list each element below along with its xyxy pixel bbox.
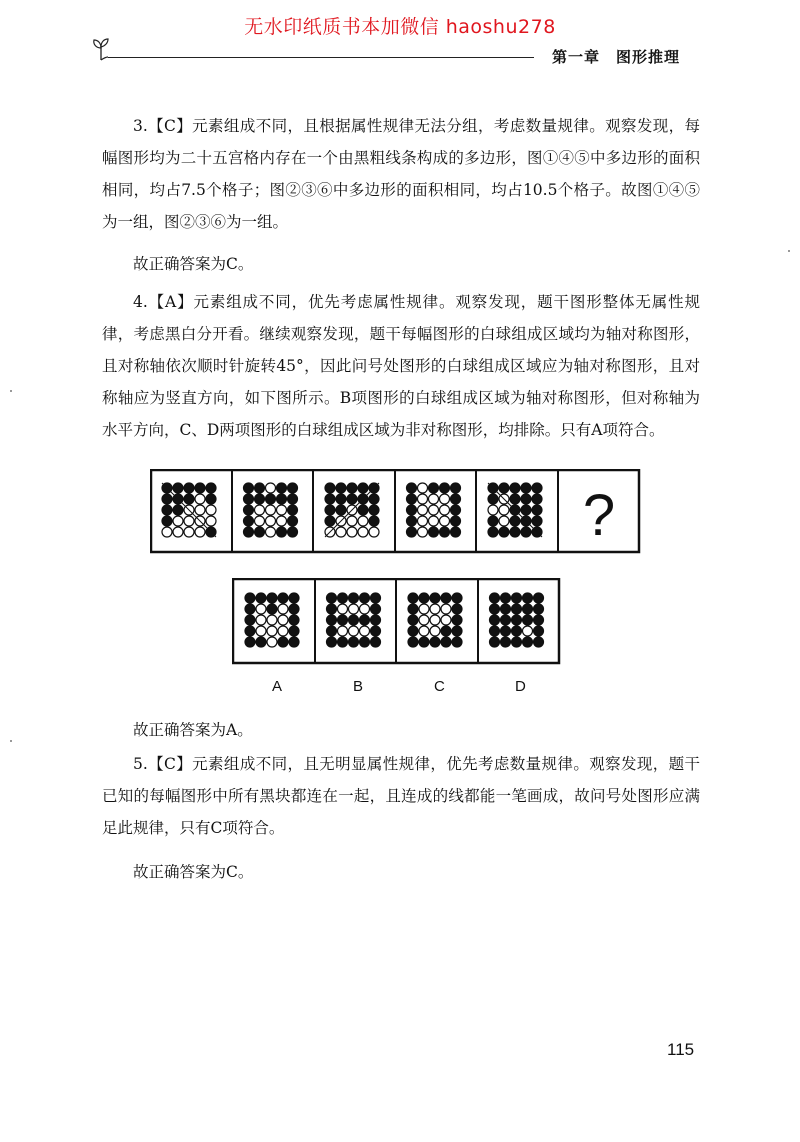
answer-3-conclusion: 故正确答案为C。 — [133, 255, 254, 273]
sprout-icon — [90, 36, 112, 62]
header-rule — [108, 57, 534, 58]
answer-4-conclusion: 故正确答案为A。 — [133, 721, 253, 739]
answer-5-conclusion: 故正确答案为C。 — [133, 863, 254, 881]
chapter-header: 第一章 图形推理 — [552, 48, 681, 66]
question-ball-grid — [407, 483, 461, 537]
question-figure-row — [150, 469, 650, 554]
answer-5-explanation: 5.【C】元素组成不同，且无明显属性规律，优先考虑数量规律。观察发现，题干已知的每幅图形中所有黑块都连在一起，且连成的线都能一笔画成，故问号处图形应满足此规律，只有C项符合。 — [102, 755, 700, 837]
scan-speck — [10, 390, 12, 392]
option-ball-grid — [490, 593, 544, 647]
question-ball-grid — [325, 483, 379, 537]
scan-speck — [788, 250, 790, 252]
option-label-c: C — [434, 678, 445, 695]
question-mark: ? — [582, 483, 616, 548]
option-ball-grid — [408, 593, 462, 647]
question-ball-grid — [488, 483, 542, 537]
option-ball-grid — [327, 593, 381, 647]
option-label-a: A — [272, 678, 283, 695]
options-figure-row — [232, 578, 572, 666]
watermark-text: 无水印纸质书本加微信 haoshu278 — [244, 16, 556, 38]
option-ball-grid — [245, 593, 299, 647]
scan-speck — [10, 740, 12, 742]
question-ball-grid — [162, 483, 216, 537]
page-number: 115 — [667, 1040, 695, 1059]
question-ball-grid — [244, 483, 298, 537]
option-label-d: D — [515, 678, 526, 695]
answer-3-explanation: 3.【C】元素组成不同，且根据属性规律无法分组，考虑数量规律。观察发现，每幅图形均为二十五宫格内存在一个由黑粗线条构成的多边形，图①④⑤中多边形的面积相同，均占7.5个格子；图②③⑥中多边形的面积相同，均占10.5个格子。故图①④⑤为一组，图②③⑥为一组。 — [102, 117, 700, 231]
option-label-b: B — [353, 678, 364, 695]
answer-4-explanation: 4.【A】元素组成不同，优先考虑属性规律。观察发现，题干图形整体无属性规律，考虑黑白分开看。继续观察发现，题干每幅图形的白球组成区域均为轴对称图形，且对称轴依次顺时针旋转45°，因此问号处图形的白球组成区域应为轴对称图形，且对称轴应为竖直方向，如下图所示。B项图形的白球组成区域为轴对称图形，但对称轴为水平方向，C、D两项图形的白球组成区域为非对称图形，均排除。只有A项符合。 — [102, 293, 700, 439]
